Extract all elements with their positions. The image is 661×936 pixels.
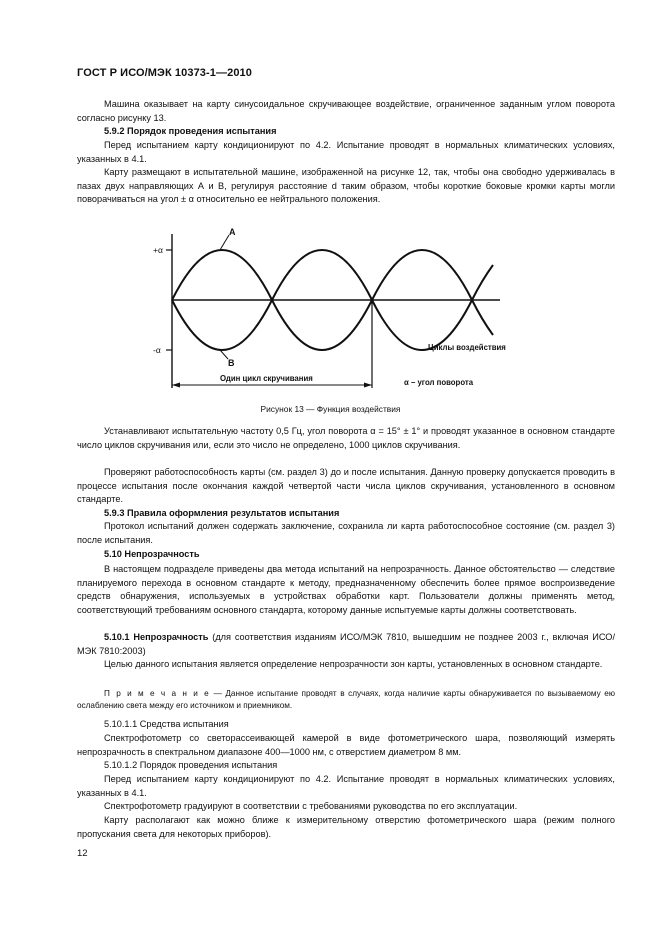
y-label-minus: -α: [153, 345, 161, 355]
paragraph-calibration: Спектрофотометр градуируют в соответствии с требованиями руководства по его эксплуатации.: [104, 801, 518, 811]
paragraph-torsion-intro: Машина оказывает на карту синусоидальное скручивающее воздействие, ограниченное заданным углом поворота согласно рисунку 13.: [77, 99, 615, 123]
paragraph-5-10-1: [77, 631, 615, 658]
label-a: A: [229, 227, 236, 237]
heading-5-10-1-detail: (для соответствия изданиям ИСО/МЭК 7810, вышедшим не позднее 2003 г., включая ИСО/МЭК 7810:2003): [77, 632, 616, 656]
heading-5-9-2: 5.9.2 Порядок проведения испытания: [104, 126, 277, 136]
alpha-note: α – угол поворота: [404, 378, 474, 387]
heading-5-10-1: 5.10.1 Непрозрачность: [104, 632, 209, 642]
one-cycle-label: Один цикл скручивания: [220, 374, 313, 383]
leader-a: [220, 235, 229, 250]
heading-5-10-1-2: 5.10.1.2 Порядок проведения испытания: [104, 760, 278, 770]
paragraph-functionality-check: Проверяют работоспособность карты (см. раздел 3) до и после испытания. Данную проверку допускается проводить в процессе испытания после окончания каждой четвертой части числа циклов скручивания, установленного в основном стандарте.: [77, 467, 615, 505]
paragraph-opacity-methods: В настоящем подразделе приведены два метода испытаний на непрозрачность. Данное обстоятельство — следствие планируемого перехода в основном стандарте к методу, предназначенному обеспечить более прямое воспроизведение средств обнаружения, используемых в устройствах обработки карт. Пользователи должны применять метод, соответствующий требованиям основного стандарта, которому данные испытуемые карты должны соответствовать.: [77, 564, 615, 615]
arrow-left: [172, 383, 180, 388]
figure-13-function-diagram: [140, 222, 560, 400]
note-text: — Данное испытание проводят в случаях, когда наличие карты обнаруживается по вызываемому ею ослаблению света между его источником и приемником.: [77, 689, 615, 710]
paragraph-card-placement: Карту размещают в испытательной машине, изображенной на рисунке 12, так, чтобы она свободно удерживалась в пазах двух направляющих А и В, регулируя расстояние d таким образом, чтобы короткие боковые кромки карты могли поворачиваться на угол ± α относительно ее нейтрального положения.: [77, 167, 615, 205]
arrow-right: [364, 383, 372, 388]
paragraph-test-report: Протокол испытаний должен содержать заключение, сохранила ли карта работоспособное состояние (см. раздел 3) после испытания.: [77, 521, 615, 545]
document-header: ГОСТ Р ИСО/МЭК 10373-1—2010: [77, 67, 252, 79]
figure-caption: Рисунок 13 — Функция воздействия: [260, 404, 401, 414]
y-label-plus: +α: [153, 245, 163, 255]
paragraph-conditioning-2: Перед испытанием карту кондиционируют по 4.2. Испытание проводят в нормальных климатических условиях, указанных в 4.1.: [77, 774, 615, 798]
note-label: П р и м е ч а н и е: [104, 689, 211, 698]
paragraph-opacity-purpose: Целью данного испытания является определение непрозрачности зон карты, установленных в основном стандарте.: [104, 659, 603, 669]
label-b: B: [228, 358, 235, 368]
paragraph-card-position: Карту располагают как можно ближе к измерительному отверстию фотометрического шара (режим полного пропускания света для некоторых приборов).: [77, 815, 615, 839]
leader-b: [220, 350, 228, 359]
heading-5-9-3: 5.9.3 Правила оформления результатов испытания: [104, 508, 340, 518]
note: [77, 688, 615, 712]
heading-5-10-1-1: 5.10.1.1 Средства испытания: [104, 719, 229, 729]
paragraph-spectrophotometer: Спектрофотометр со светорассеивающей камерой в виде фотометрического шара, позволяющий измерять непрозрачность в спектральном диапазоне 400—1000 нм, с отверстием диаметром 8 мм.: [77, 733, 615, 757]
paragraph-conditioning: Перед испытанием карту кондиционируют по 4.2. Испытание проводят в нормальных климатических условиях, указанных в 4.1.: [77, 140, 615, 164]
page-number: 12: [77, 848, 88, 859]
heading-5-10: 5.10 Непрозрачность: [104, 549, 200, 559]
paragraph-test-frequency: Устанавливают испытательную частоту 0,5 Гц, угол поворота α = 15° ± 1° и проводят указанное в основном стандарте число циклов скручивания или, если это число не определено, 1000 циклов скручивания.: [77, 426, 615, 450]
cycles-label: Циклы воздействия: [428, 343, 506, 352]
